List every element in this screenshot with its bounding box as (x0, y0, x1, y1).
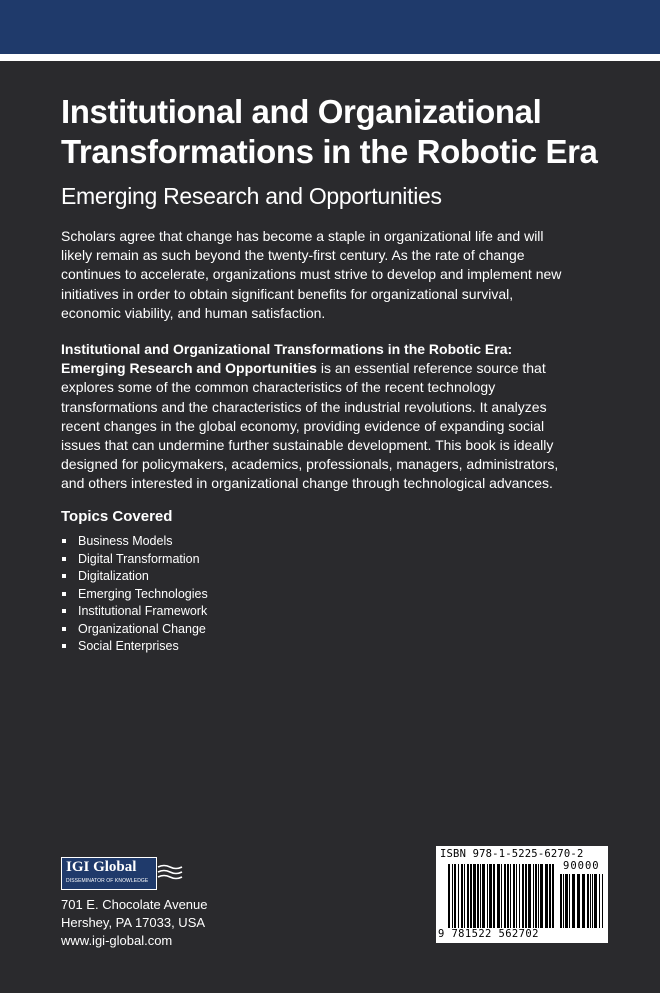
topic-label: Business Models (78, 534, 173, 548)
bullet-icon (62, 557, 66, 561)
bullet-icon (62, 592, 66, 596)
topic-item (61, 533, 208, 551)
description-paragraph-2-text: is an essential reference source that explores some of the common characteristics of the recent technology transformations and the characteristics of the industrial revolutions. It analyzes recent changes in the global economy, providing evidence of expanding social issues that can undermine further sustainable development. This book is ideally designed for policymakers, academics, professionals, managers, administrators, and others interested in organizational change through technological advances. (61, 360, 559, 492)
description-bold-title: Institutional and Organizational Transformations in the Robotic Era: Emerging Research and Opportunities (61, 341, 513, 377)
topic-label: Digital Transformation (78, 551, 200, 566)
topic-label: Social Enterprises (78, 639, 179, 653)
book-subtitle: Emerging Research and Opportunities (61, 183, 442, 209)
topic-label: Digitalization (78, 569, 149, 583)
description-paragraph-2 (61, 340, 576, 494)
bullet-icon (62, 609, 66, 613)
topic-label: Organizational Change (78, 621, 206, 636)
address-line-2: Hershey, PA 17033, USA (61, 915, 206, 930)
logo-tagline: DISSEMINATOR OF KNOWLEDGE (66, 878, 149, 884)
topic-label: Institutional Framework (78, 604, 208, 618)
publisher-address (61, 896, 208, 950)
topic-item (61, 621, 208, 639)
bullet-icon (62, 644, 66, 648)
top-color-band (0, 0, 660, 54)
topic-item (61, 568, 208, 586)
logo-box (61, 857, 157, 890)
topic-item (61, 603, 208, 621)
isbn-barcode (436, 846, 608, 943)
bullet-icon (62, 574, 66, 578)
description-paragraph-1: Scholars agree that change has become a staple in organizational life and will likely remain as such beyond the twenty-first century. As the rate of change continues to accelerate, organizations must strive to develop and implement new initiatives in order to obtain significant benefits for organizational survival, economic viability, and human satisfaction. (61, 228, 562, 321)
top-white-stripe (0, 54, 660, 61)
publisher-logo (61, 857, 181, 889)
bullet-icon (62, 627, 66, 631)
bullet-icon (62, 539, 66, 543)
book-title: Institutional and Organizational Transformations in the Robotic Era (61, 93, 598, 170)
topic-item (61, 551, 208, 569)
topic-item (61, 638, 208, 656)
barcode-addon: 90000 (563, 860, 600, 872)
topic-label: Emerging Technologies (78, 586, 208, 601)
logo-name: IGI Global (66, 859, 137, 875)
topic-item (61, 586, 208, 604)
address-line-1: 701 E. Chocolate Avenue (61, 897, 208, 912)
publisher-website: www.igi-global.com (61, 933, 173, 948)
topics-list (61, 533, 208, 656)
isbn-label: ISBN 978-1-5225-6270-2 (440, 848, 584, 860)
topics-heading: Topics Covered (61, 508, 173, 525)
barcode-digits: 9 781522 562702 (438, 928, 539, 940)
logo-waves-icon (157, 863, 183, 883)
